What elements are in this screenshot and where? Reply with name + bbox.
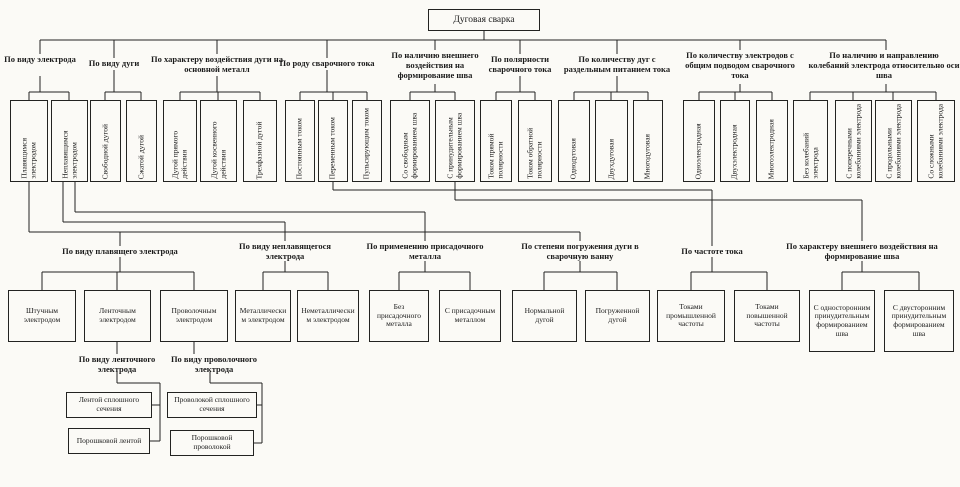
branch-box-label: Без колебаний электрода — [800, 133, 819, 179]
branch-box-label: Дугой косвенного действия — [208, 121, 227, 179]
branch-box-6 — [200, 100, 237, 182]
sub-header-4: По степени погружения дуги в сварочную ванну — [521, 241, 639, 262]
sub-box-3: Проволочным электродом — [160, 290, 228, 342]
category-header-2: По виду дуги — [88, 58, 140, 68]
branch-box-18 — [683, 100, 715, 182]
sub-box-7: С присадочным металлом — [439, 290, 501, 342]
sub-box-1: Штучным электродом — [8, 290, 76, 342]
branch-box-12 — [435, 100, 475, 182]
branch-box-10 — [352, 100, 382, 182]
branch-box-15 — [558, 100, 590, 182]
branch-box-1 — [10, 100, 48, 182]
sub-header-2: По виду неплавящегося электрода — [238, 241, 332, 262]
sub-header-6: По характеру внешнего воздействия на формирование шва — [786, 241, 938, 262]
leaf-box-4: Порошковой проволокой — [170, 430, 254, 456]
sub-box-11: Токами повышенной частоты — [734, 290, 800, 342]
branch-box-label: Постоянным током — [294, 117, 304, 179]
category-header-6: По полярности сварочного тока — [488, 54, 552, 75]
branch-box-3 — [90, 100, 121, 182]
branch-box-label: С продольными колебаниями электрода — [883, 104, 902, 179]
category-header-3: По характеру воздействия дуги на основной металл — [151, 54, 283, 75]
branch-box-label: Переменным током — [327, 116, 337, 179]
branch-box-5 — [163, 100, 197, 182]
branch-box-label: Двухэлектродная — [729, 124, 739, 179]
sub-box-9: Погруженной дугой — [585, 290, 650, 342]
branch-box-label: Многоэлектродная — [766, 118, 776, 179]
branch-box-16 — [595, 100, 628, 182]
sub-header-5: По частоте тока — [681, 246, 743, 256]
category-header-8: По количеству электродов с общим подводом сварочного тока — [685, 50, 795, 81]
branch-box-label: Током прямой полярности — [486, 134, 504, 179]
sub-box-13: С двусторонним принудительным формированием шва — [884, 290, 954, 352]
branch-box-label: Плавящимся электродом — [19, 138, 37, 179]
branch-box-14 — [518, 100, 552, 182]
branch-box-label: Одноэлектродная — [693, 123, 703, 179]
branch-box-label: Дугой прямого действия — [170, 131, 188, 179]
branch-box-24 — [917, 100, 955, 182]
branch-box-2 — [51, 100, 88, 182]
root-label: Дуговая сварка — [453, 14, 515, 25]
sub-header-3: По применению присадочного металла — [366, 241, 484, 262]
category-header-4: По роду сварочного тока — [279, 58, 375, 68]
sub-box-4: Металлическим электродом — [235, 290, 291, 342]
sub-box-10: Токами промышленной частоты — [657, 290, 725, 342]
category-header-7: По количеству дуг с раздельным питанием тока — [563, 54, 671, 75]
branch-box-19 — [720, 100, 750, 182]
sub-box-2: Ленточным электродом — [84, 290, 151, 342]
leaf-box-3: Проволокой сплошного сечения — [167, 392, 257, 418]
branch-box-label: С поперечными колебаниями электрода — [843, 104, 862, 179]
branch-box-13 — [480, 100, 512, 182]
branch-box-7 — [243, 100, 277, 182]
branch-box-label: Однодуговая — [568, 137, 578, 179]
leaf-header-2: По виду проволочного электрода — [170, 354, 258, 375]
category-header-9: По наличию и направлению колебаний электрода относительно оси шва — [808, 50, 960, 81]
sub-box-8: Нормальной дугой — [512, 290, 577, 342]
branch-box-label: Свободной дугой — [100, 123, 110, 179]
branch-box-label: Током обратной полярности — [525, 128, 543, 179]
connector-line — [29, 31, 936, 443]
branch-box-20 — [756, 100, 788, 182]
leaf-box-2: Порошковой лентой — [68, 428, 150, 454]
sub-header-1: По виду плавящего электрода — [62, 246, 178, 256]
branch-box-label: Сжатой дугой — [136, 134, 146, 179]
category-header-5: По наличию внешнего воздействия на формирование шва — [391, 50, 479, 81]
branch-box-label: С принудительным формированием шва — [445, 113, 463, 179]
branch-box-22 — [835, 100, 872, 182]
sub-box-6: Без присадочного металла — [369, 290, 429, 342]
category-header-1: По виду электрода — [4, 54, 76, 64]
branch-box-label: Пульсирующим током — [361, 107, 371, 179]
branch-box-9 — [318, 100, 348, 182]
branch-box-4 — [126, 100, 157, 182]
branch-box-11 — [390, 100, 430, 182]
branch-box-8 — [285, 100, 315, 182]
root-node — [428, 9, 540, 31]
branch-box-label: Неплавящимся электродом — [59, 130, 78, 179]
branch-box-23 — [875, 100, 912, 182]
branch-box-21 — [793, 100, 828, 182]
branch-box-label: Многодуговая — [642, 133, 652, 179]
leaf-header-1: По виду ленточного электрода — [78, 354, 156, 375]
leaf-box-1: Лентой сплошного сечения — [66, 392, 152, 418]
sub-box-12: С односторонним принудительным формированием шва — [809, 290, 875, 352]
sub-box-5: Неметаллическим электродом — [297, 290, 359, 342]
branch-box-label: Со сложными колебаниями электрода — [926, 104, 944, 179]
branch-box-label: Трехфазной дугой — [254, 121, 264, 179]
branch-box-label: Со свободным формированием шва — [400, 113, 418, 179]
branch-box-17 — [633, 100, 663, 182]
branch-box-label: Двухдуговая — [606, 138, 616, 179]
